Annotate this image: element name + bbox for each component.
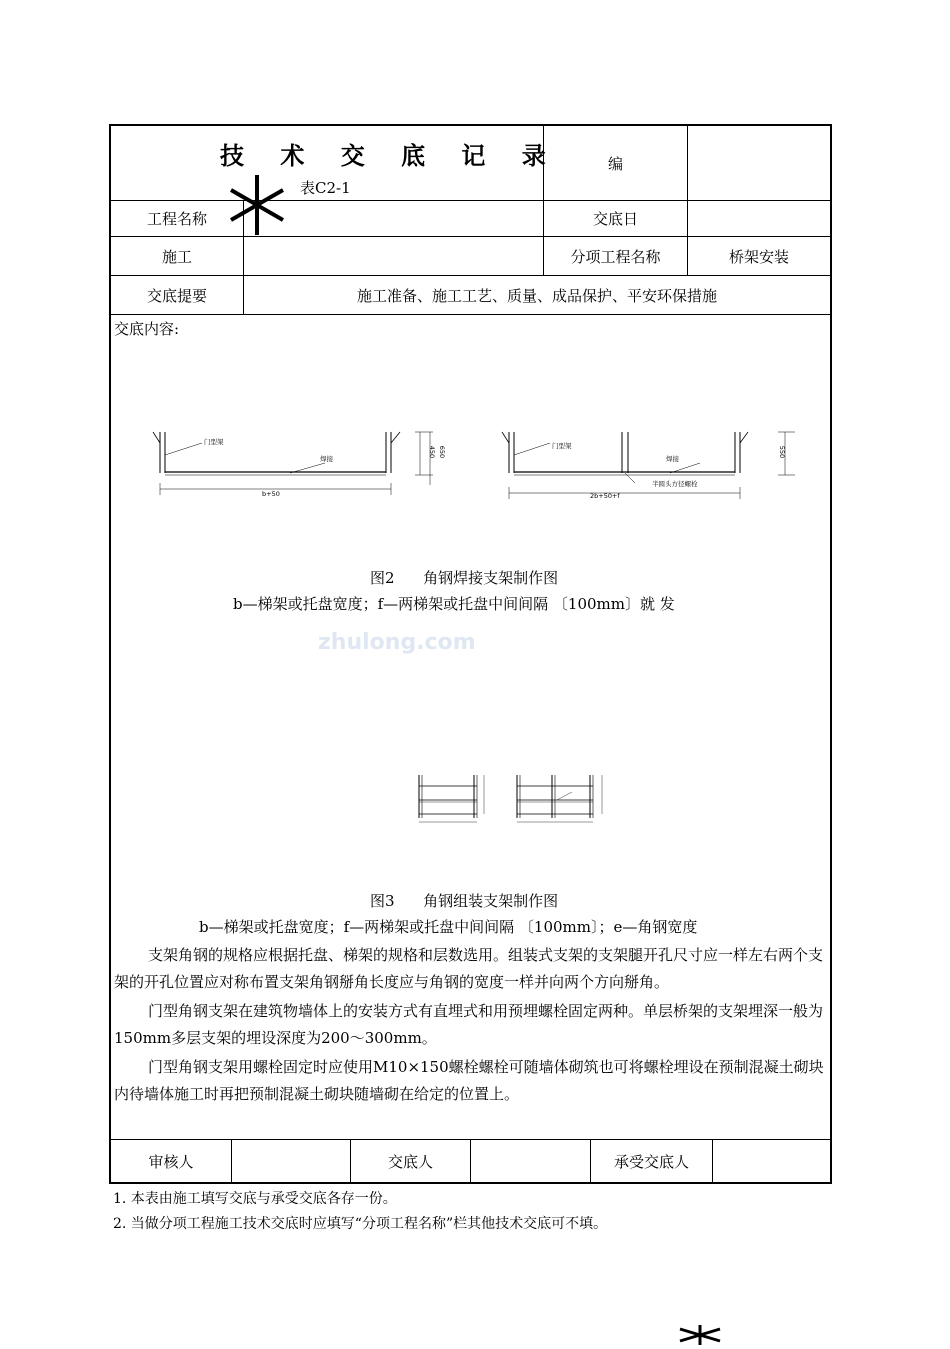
figure2-caption: 图2 角钢焊接支架制作图 — [370, 569, 559, 587]
footnote: 1. 本表由施工填写交底与承受交底各存一份。 — [113, 1191, 397, 1207]
figure2-left-door-frame-label: 门型架 — [204, 438, 224, 446]
figure3-right-drawing — [512, 772, 612, 827]
figure2-right-door-frame-label: 门型架 — [552, 442, 572, 450]
figure2-note: b—梯架或托盘宽度；f—两梯架或托盘中间间隔 〔100mm〕就 发 — [233, 595, 675, 613]
figure2-right-drawing — [500, 425, 810, 505]
content-paragraph: 支架角钢的规格应根据托盘、梯架的规格和层数选用。组装式支架的支架腿开孔尺寸应一样左右两个支架的开孔位置应对称布置支架角钢掰角长度应与角钢的宽度一样并向两个方向掰角。 — [114, 946, 824, 991]
reviewer-label: 审核人 — [148, 1152, 194, 1171]
figure2-right-width-dim: 2b+50+f — [590, 492, 620, 500]
discloser-signature-field[interactable] — [471, 1140, 590, 1182]
receiver-signature-field[interactable] — [713, 1140, 830, 1182]
reviewer-signature-field[interactable] — [232, 1140, 350, 1182]
content-paragraph: 门型角钢支架用螺栓固定时应使用M10×150螺栓螺栓可随墙体砌筑也可将螺栓埋设在预制混凝土砌块内待墙体施工时再把预制混凝土砌块随墙砌在给定的位置上。 — [114, 1058, 824, 1103]
page-title: 技 术 交 底 记 录 — [220, 141, 560, 170]
code-label: 编 — [607, 154, 623, 173]
summary-label: 交底提要 — [146, 286, 207, 305]
receiver-label: 承受交底人 — [613, 1152, 689, 1171]
footnote: 2. 当做分项工程施工技术交底时应填写“分项工程名称”栏其他技术交底可不填。 — [113, 1216, 608, 1232]
construction-value[interactable] — [244, 237, 543, 275]
code-value[interactable] — [688, 126, 830, 200]
construction-label: 施工 — [161, 247, 192, 266]
snowflake-icon — [670, 1325, 730, 1345]
figure3-caption: 图3 角钢组装支架制作图 — [370, 892, 559, 910]
figure2-left-weld-label: 焊接 — [320, 455, 333, 463]
figure2-right-weld-label: 焊接 — [666, 455, 679, 463]
figure2-right-height-dim: 550 — [778, 445, 787, 459]
disclosure-date-label: 交底日 — [592, 210, 638, 228]
sub-project-label: 分项工程名称 — [570, 247, 661, 266]
figure2-left-height-dim2: 650 — [438, 445, 447, 459]
watermark-text: zhulong.com — [318, 630, 476, 655]
project-name-label: 工程名称 — [146, 210, 207, 228]
content-paragraph: 门型角钢支架在建筑物墙体上的安装方式有直埋式和用预埋螺栓固定两种。单层桥架的支架埋深一般为150mm多层支架的埋设深度为200～300mm。 — [114, 1002, 824, 1047]
discloser-label: 交底人 — [387, 1152, 433, 1171]
figure2-left-width-dim: b+50 — [262, 490, 280, 498]
figure2-left-drawing — [150, 425, 450, 505]
sub-project-value[interactable]: 桥架安装 — [728, 247, 789, 266]
disclosure-date-value[interactable] — [688, 201, 830, 236]
project-name-value[interactable] — [244, 201, 543, 236]
figure2-right-bolt-label: 半圆头方径螺栓 — [652, 480, 698, 488]
figure2-left-height-dim1: 450 — [428, 445, 437, 459]
watermark-snowflake-bottom — [670, 1325, 730, 1345]
figure3-left-drawing — [412, 772, 492, 827]
content-heading: 交底内容: — [114, 320, 180, 338]
summary-value[interactable]: 施工准备、施工工艺、质量、成品保护、平安环保措施 — [356, 286, 717, 305]
form-number: 表C2-1 — [300, 179, 351, 197]
figure3-note: b—梯架或托盘宽度；f—两梯架或托盘中间间隔 〔100mm〕；e—角钢宽度 — [199, 918, 698, 936]
